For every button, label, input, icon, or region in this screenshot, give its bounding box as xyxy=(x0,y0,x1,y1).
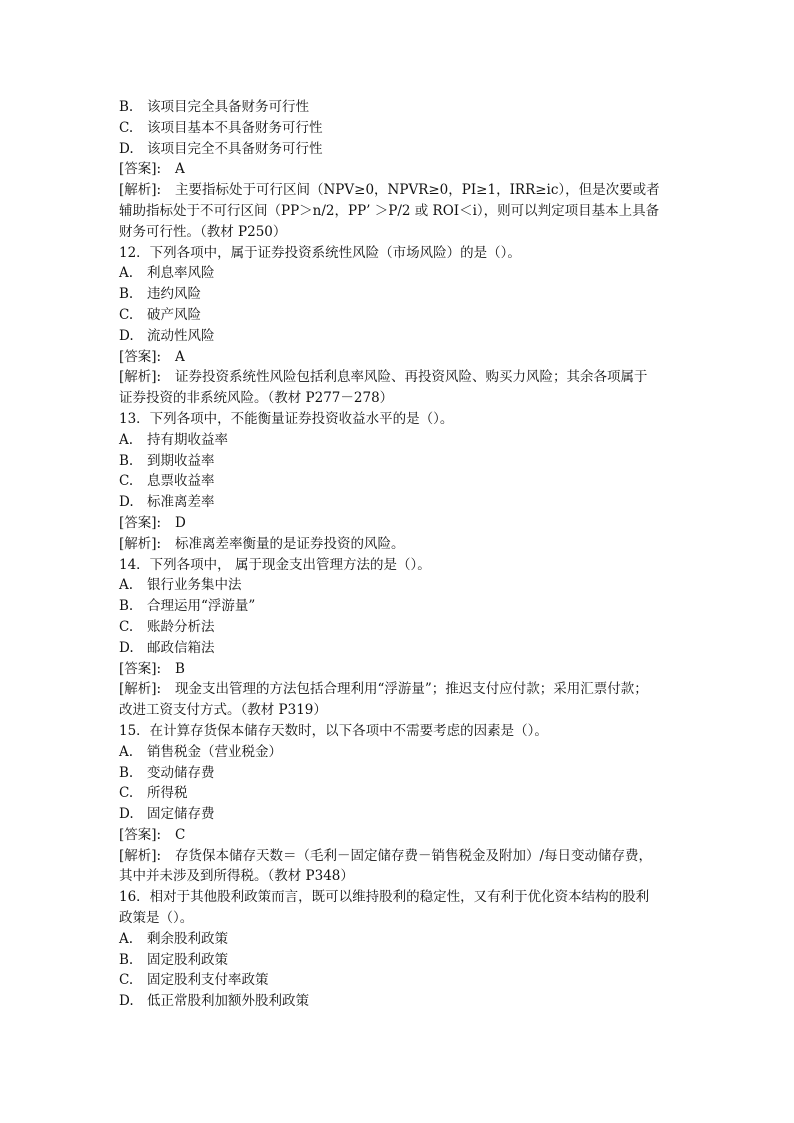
option-text: 变动储存费 xyxy=(147,764,215,781)
line-text: 12．下列各项中，属于证券投资系统性风险（市场风险）的是（）。 xyxy=(119,244,521,261)
option-label: B. xyxy=(119,452,134,469)
option-text: 该项目完全不具备财务可行性 xyxy=(147,140,323,157)
option-label: C. xyxy=(119,618,134,635)
answer-option xyxy=(119,929,679,950)
option-text: 固定股利支付率政策 xyxy=(147,972,269,989)
answer-option xyxy=(119,638,679,659)
answer-value: C xyxy=(175,826,186,843)
line-text: 主要指标处于可行区间（NPV≥0，NPVR≥0，PI≥1，IRR≥ic），但是次要或者 xyxy=(175,182,660,199)
line-text: 15．在计算存货保本储存天数时，以下各项中不需要考虑的因素是（）。 xyxy=(119,722,548,739)
answer-label: [答案]: xyxy=(119,826,162,843)
option-label: A. xyxy=(119,431,134,448)
option-label: A. xyxy=(119,930,134,947)
explanation-label: [解析]: xyxy=(119,847,162,864)
option-label: B. xyxy=(119,99,134,115)
line-text: 16．相对于其他股利政策而言，既可以维持股利的稳定性，又有利于优化资本结构的股利 xyxy=(119,889,650,906)
answer-line xyxy=(119,659,679,680)
line-text: 其中并未涉及到所得税。（教材 P348） xyxy=(119,868,354,885)
answer-option xyxy=(119,617,679,638)
answer-label: [答案]: xyxy=(119,161,162,178)
line-text: 辅助指标处于不可行区间（PP＞n/2，PP’ ＞P/2 或 ROI＜i），则可以判定项目基本上具备 xyxy=(119,202,660,219)
answer-option xyxy=(119,950,679,971)
answer-value: D xyxy=(175,514,186,531)
option-text: 利息率风险 xyxy=(147,265,215,282)
option-label: A. xyxy=(119,743,134,760)
option-text: 破产风险 xyxy=(147,306,201,323)
continuation-line xyxy=(119,388,679,409)
answer-option xyxy=(119,118,679,139)
answer-option xyxy=(119,783,679,804)
option-label: C. xyxy=(119,473,134,490)
answer-option xyxy=(119,139,679,160)
answer-option xyxy=(119,596,679,617)
explanation-line xyxy=(119,367,679,388)
option-text: 合理运用“浮游量” xyxy=(147,598,256,615)
option-text: 销售税金（营业税金） xyxy=(147,743,282,760)
option-label: A. xyxy=(119,577,134,594)
question-line xyxy=(119,721,679,742)
question-line xyxy=(119,887,679,908)
line-text: 政策是（）。 xyxy=(119,910,194,927)
answer-line xyxy=(119,159,679,180)
answer-option xyxy=(119,284,679,305)
option-label: B. xyxy=(119,286,134,303)
explanation-line xyxy=(119,679,679,700)
option-label: D. xyxy=(119,993,134,1010)
option-text: 所得税 xyxy=(147,785,188,802)
answer-option xyxy=(119,326,679,347)
question-line xyxy=(119,243,679,264)
option-label: B. xyxy=(119,764,134,781)
answer-line xyxy=(119,513,679,534)
option-text: 固定储存费 xyxy=(147,806,215,823)
explanation-label: [解析]: xyxy=(119,681,162,698)
line-text: 存货保本储存天数＝（毛利－固定储存费－销售税金及附加）/每日变动储存费， xyxy=(175,847,653,864)
option-text: 固定股利政策 xyxy=(147,951,228,968)
option-label: C. xyxy=(119,119,134,136)
option-label: C. xyxy=(119,785,134,802)
line-text: 改进工资支付方式。（教材 P319） xyxy=(119,702,327,719)
option-label: A. xyxy=(119,265,134,282)
answer-option xyxy=(119,492,679,513)
answer-value: A xyxy=(175,161,185,178)
answer-label: [答案]: xyxy=(119,514,162,531)
line-text: 标准离差率衡量的是证券投资的风险。 xyxy=(175,535,405,552)
option-label: D. xyxy=(119,140,134,157)
explanation-label: [解析]: xyxy=(119,369,162,386)
document-body xyxy=(119,97,679,1012)
line-text: 14．下列各项中， 属于现金支出管理方法的是（）。 xyxy=(119,556,431,573)
answer-option xyxy=(119,263,679,284)
explanation-line xyxy=(119,180,679,201)
option-text: 违约风险 xyxy=(147,286,201,303)
option-text: 该项目完全具备财务可行性 xyxy=(147,99,309,115)
answer-option xyxy=(119,970,679,991)
question-line xyxy=(119,409,679,430)
continuation-line xyxy=(119,866,679,887)
option-text: 流动性风险 xyxy=(147,327,215,344)
continuation-line xyxy=(119,222,679,243)
option-text: 剩余股利政策 xyxy=(147,930,228,947)
option-text: 标准离差率 xyxy=(147,494,215,511)
answer-label: [答案]: xyxy=(119,348,162,365)
continuation-line xyxy=(119,700,679,721)
answer-value: B xyxy=(175,660,185,677)
answer-option xyxy=(119,430,679,451)
answer-option xyxy=(119,305,679,326)
answer-option xyxy=(119,451,679,472)
answer-line xyxy=(119,347,679,368)
explanation-label: [解析]: xyxy=(119,182,162,199)
explanation-label: [解析]: xyxy=(119,535,162,552)
option-text: 息票收益率 xyxy=(147,473,215,490)
option-label: D. xyxy=(119,494,134,511)
option-label: D. xyxy=(119,327,134,344)
option-text: 低正常股利加额外股利政策 xyxy=(147,993,309,1010)
line-text: 财务可行性。（教材 P250） xyxy=(119,223,287,240)
answer-option xyxy=(119,742,679,763)
continuation-line xyxy=(119,908,679,929)
answer-option xyxy=(119,575,679,596)
answer-option xyxy=(119,804,679,825)
option-label: C. xyxy=(119,306,134,323)
line-text: 13．下列各项中，不能衡量证券投资收益水平的是（）。 xyxy=(119,410,454,427)
answer-value: A xyxy=(175,348,185,365)
answer-option xyxy=(119,763,679,784)
answer-option xyxy=(119,991,679,1012)
line-text: 证券投资的非系统风险。（教材 P277－278） xyxy=(119,390,394,407)
line-text: 现金支出管理的方法包括合理利用“浮游量”；推迟支付应付款；采用汇票付款； xyxy=(175,681,648,698)
continuation-line xyxy=(119,201,679,222)
line-text: 证券投资系统性风险包括利息率风险、再投资风险、购买力风险；其余各项属于 xyxy=(175,369,648,386)
option-label: C. xyxy=(119,972,134,989)
explanation-line xyxy=(119,534,679,555)
question-line xyxy=(119,555,679,576)
option-label: B. xyxy=(119,598,134,615)
option-label: D. xyxy=(119,806,134,823)
option-text: 到期收益率 xyxy=(147,452,215,469)
option-text: 该项目基本不具备财务可行性 xyxy=(147,119,323,136)
answer-line xyxy=(119,825,679,846)
answer-label: [答案]: xyxy=(119,660,162,677)
answer-option xyxy=(119,97,679,118)
option-text: 邮政信箱法 xyxy=(147,639,215,656)
answer-option xyxy=(119,471,679,492)
option-label: B. xyxy=(119,951,134,968)
option-text: 持有期收益率 xyxy=(147,431,228,448)
option-label: D. xyxy=(119,639,134,656)
option-text: 银行业务集中法 xyxy=(147,577,242,594)
explanation-line xyxy=(119,846,679,867)
option-text: 账龄分析法 xyxy=(147,618,215,635)
